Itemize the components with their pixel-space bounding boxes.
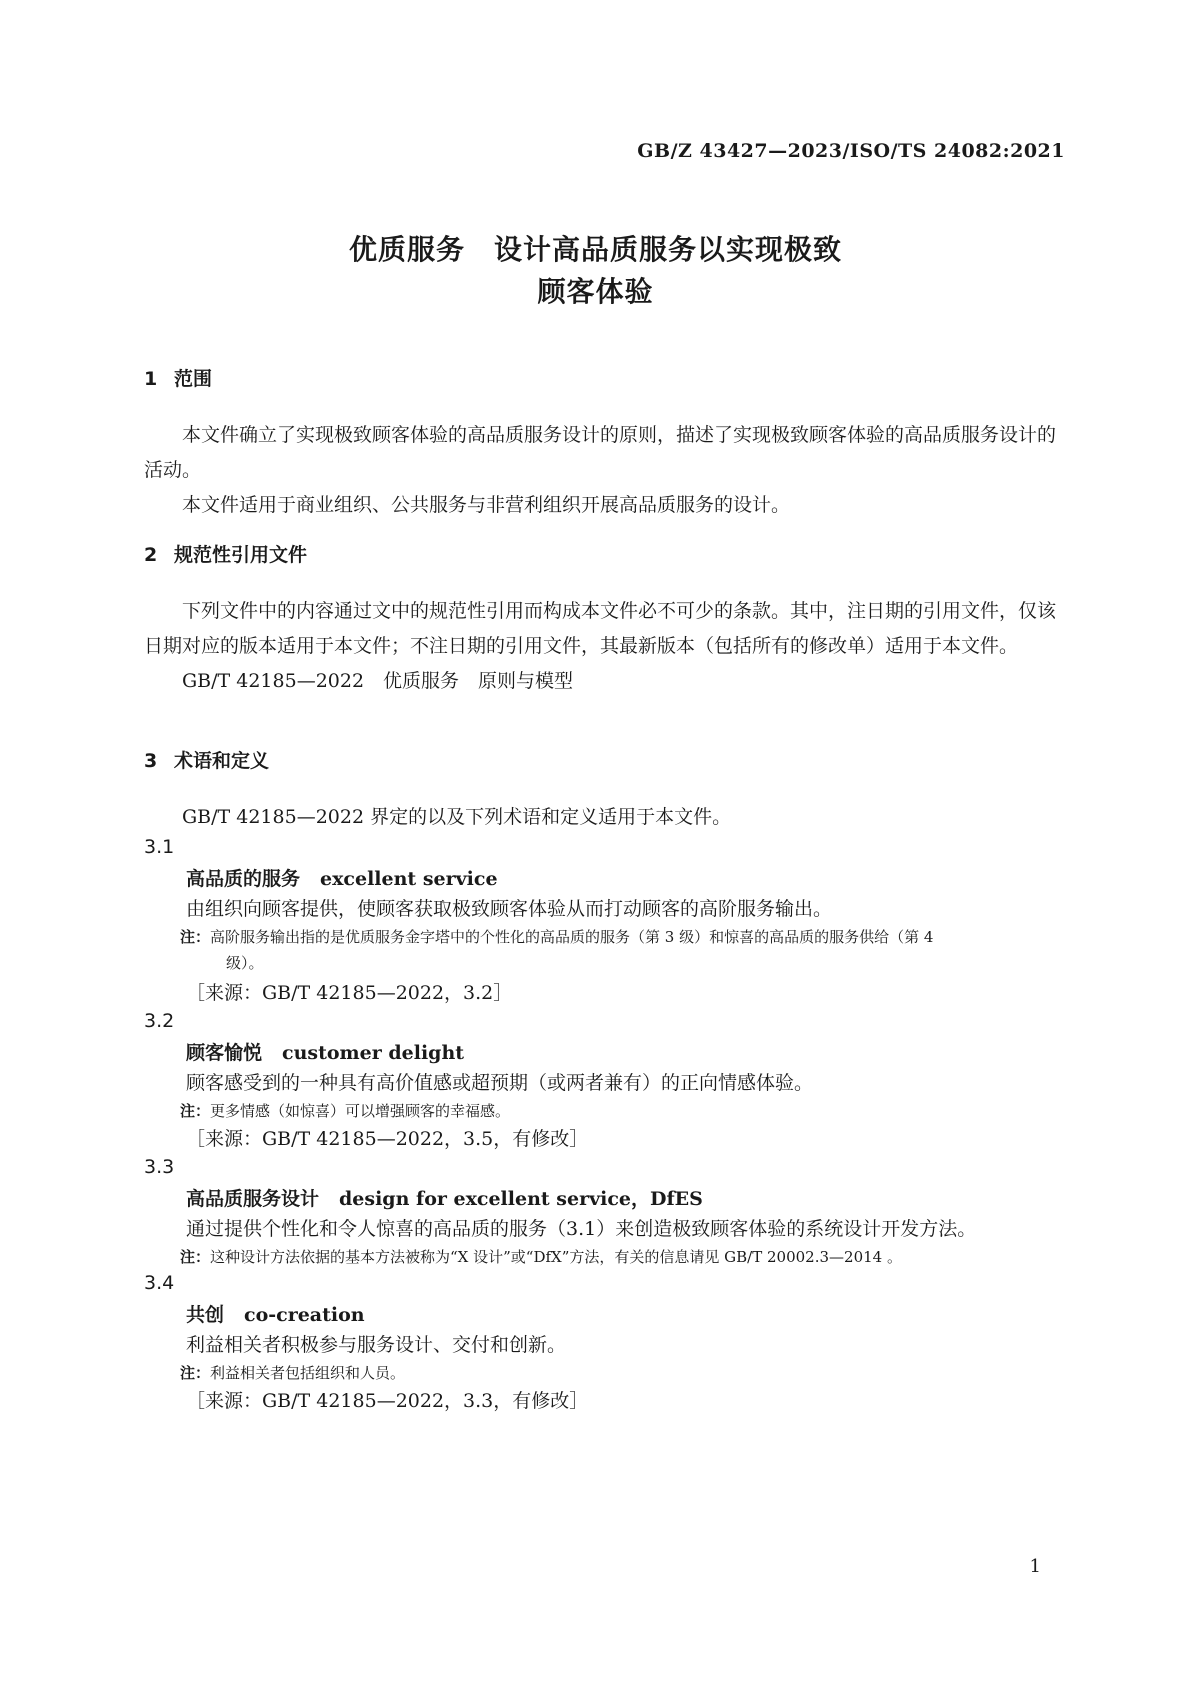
- term-en: customer delight: [282, 1042, 465, 1064]
- term-heading: [186, 1300, 365, 1327]
- term-heading: [186, 1184, 703, 1211]
- term-source: ［来源：GB/T 42185—2022，3.5，有修改］: [186, 1128, 589, 1150]
- section-number: 1: [144, 368, 158, 390]
- term-heading: [186, 1038, 464, 1065]
- term-number: 3.3: [144, 1156, 175, 1178]
- document-title-line2: 顾客体验: [537, 275, 654, 308]
- term-note: [180, 1098, 1070, 1124]
- note-text: 这种设计方法依据的基本方法被称为“X 设计”或“DfX”方法，有关的信息请见 GB/T 20002.3—2014 。: [210, 1248, 902, 1266]
- term-number: 3.4: [144, 1272, 175, 1294]
- paragraph: GB/T 42185—2022 界定的以及下列术语和定义适用于本文件。: [182, 806, 732, 828]
- term-note: [180, 924, 1070, 976]
- section-3-heading: [144, 746, 269, 773]
- term-definition: 利益相关者积极参与服务设计、交付和创新。: [186, 1334, 567, 1356]
- section-title: 规范性引用文件: [174, 544, 308, 566]
- paragraph: 本文件确立了实现极致顾客体验的高品质服务设计的原则，描述了实现极致顾客体验的高品质服务设计的活动。: [144, 424, 1057, 481]
- section-2-body: [144, 594, 1064, 699]
- note-text: 高阶服务输出指的是优质服务金字塔中的个性化的高品质的服务（第 3 级）和惊喜的高品质的服务供给（第 4: [210, 928, 934, 946]
- section-1-heading: [144, 364, 212, 391]
- paragraph: 下列文件中的内容通过文中的规范性引用而构成本文件必不可少的条款。其中，注日期的引用文件，仅该日期对应的版本适用于本文件；不注日期的引用文件，其最新版本（包括所有的修改单）适用于本文件。: [144, 600, 1057, 657]
- section-2-heading: [144, 540, 307, 567]
- section-title: 术语和定义: [174, 750, 270, 772]
- section-title: 范围: [174, 368, 213, 390]
- term-definition: 顾客感受到的一种具有高价值感或超预期（或两者兼有）的正向情感体验。: [186, 1072, 814, 1094]
- term-zh: 高品质服务设计: [186, 1188, 320, 1210]
- normative-reference: GB/T 42185—2022 优质服务 原则与模型: [182, 670, 574, 692]
- section-number: 3: [144, 750, 158, 772]
- term-en: excellent service: [320, 868, 498, 890]
- term-definition: 通过提供个性化和令人惊喜的高品质的服务（3.1）来创造极致顾客体验的系统设计开发方法。: [186, 1218, 977, 1240]
- term-heading: [186, 864, 498, 891]
- section-3-intro: [144, 800, 1064, 835]
- term-note: [180, 1360, 1070, 1386]
- note-label: 注：: [180, 1364, 211, 1382]
- paragraph: 本文件适用于商业组织、公共服务与非营利组织开展高品质服务的设计。: [182, 494, 791, 516]
- term-note: [180, 1244, 1070, 1270]
- note-label: 注：: [180, 928, 211, 946]
- note-text-continued: 级）。: [226, 954, 264, 972]
- term-zh: 共创: [186, 1304, 225, 1326]
- section-number: 2: [144, 544, 158, 566]
- term-number: 3.1: [144, 836, 175, 858]
- note-label: 注：: [180, 1102, 211, 1120]
- page-number: 1: [1029, 1556, 1041, 1577]
- note-text: 更多情感（如惊喜）可以增强顾客的幸福感。: [210, 1102, 511, 1120]
- term-zh: 高品质的服务: [186, 868, 301, 890]
- term-number: 3.2: [144, 1010, 175, 1032]
- section-1-body: [144, 418, 1064, 523]
- standard-code-header: GB/Z 43427—2023/ISO/TS 24082:2021: [637, 140, 1065, 162]
- term-definition: 由组织向顾客提供，使顾客获取极致顾客体验从而打动顾客的高阶服务输出。: [186, 898, 833, 920]
- term-source: ［来源：GB/T 42185—2022，3.3，有修改］: [186, 1390, 589, 1412]
- note-text: 利益相关者包括组织和人员。: [210, 1364, 406, 1382]
- term-en: design for excellent service，DfES: [339, 1188, 703, 1210]
- note-label: 注：: [180, 1248, 211, 1266]
- document-title-line1: 优质服务 设计高品质服务以实现极致: [348, 233, 842, 266]
- term-zh: 顾客愉悦: [186, 1042, 263, 1064]
- term-source: ［来源：GB/T 42185—2022，3.2］: [186, 982, 513, 1004]
- term-en: co-creation: [244, 1304, 365, 1326]
